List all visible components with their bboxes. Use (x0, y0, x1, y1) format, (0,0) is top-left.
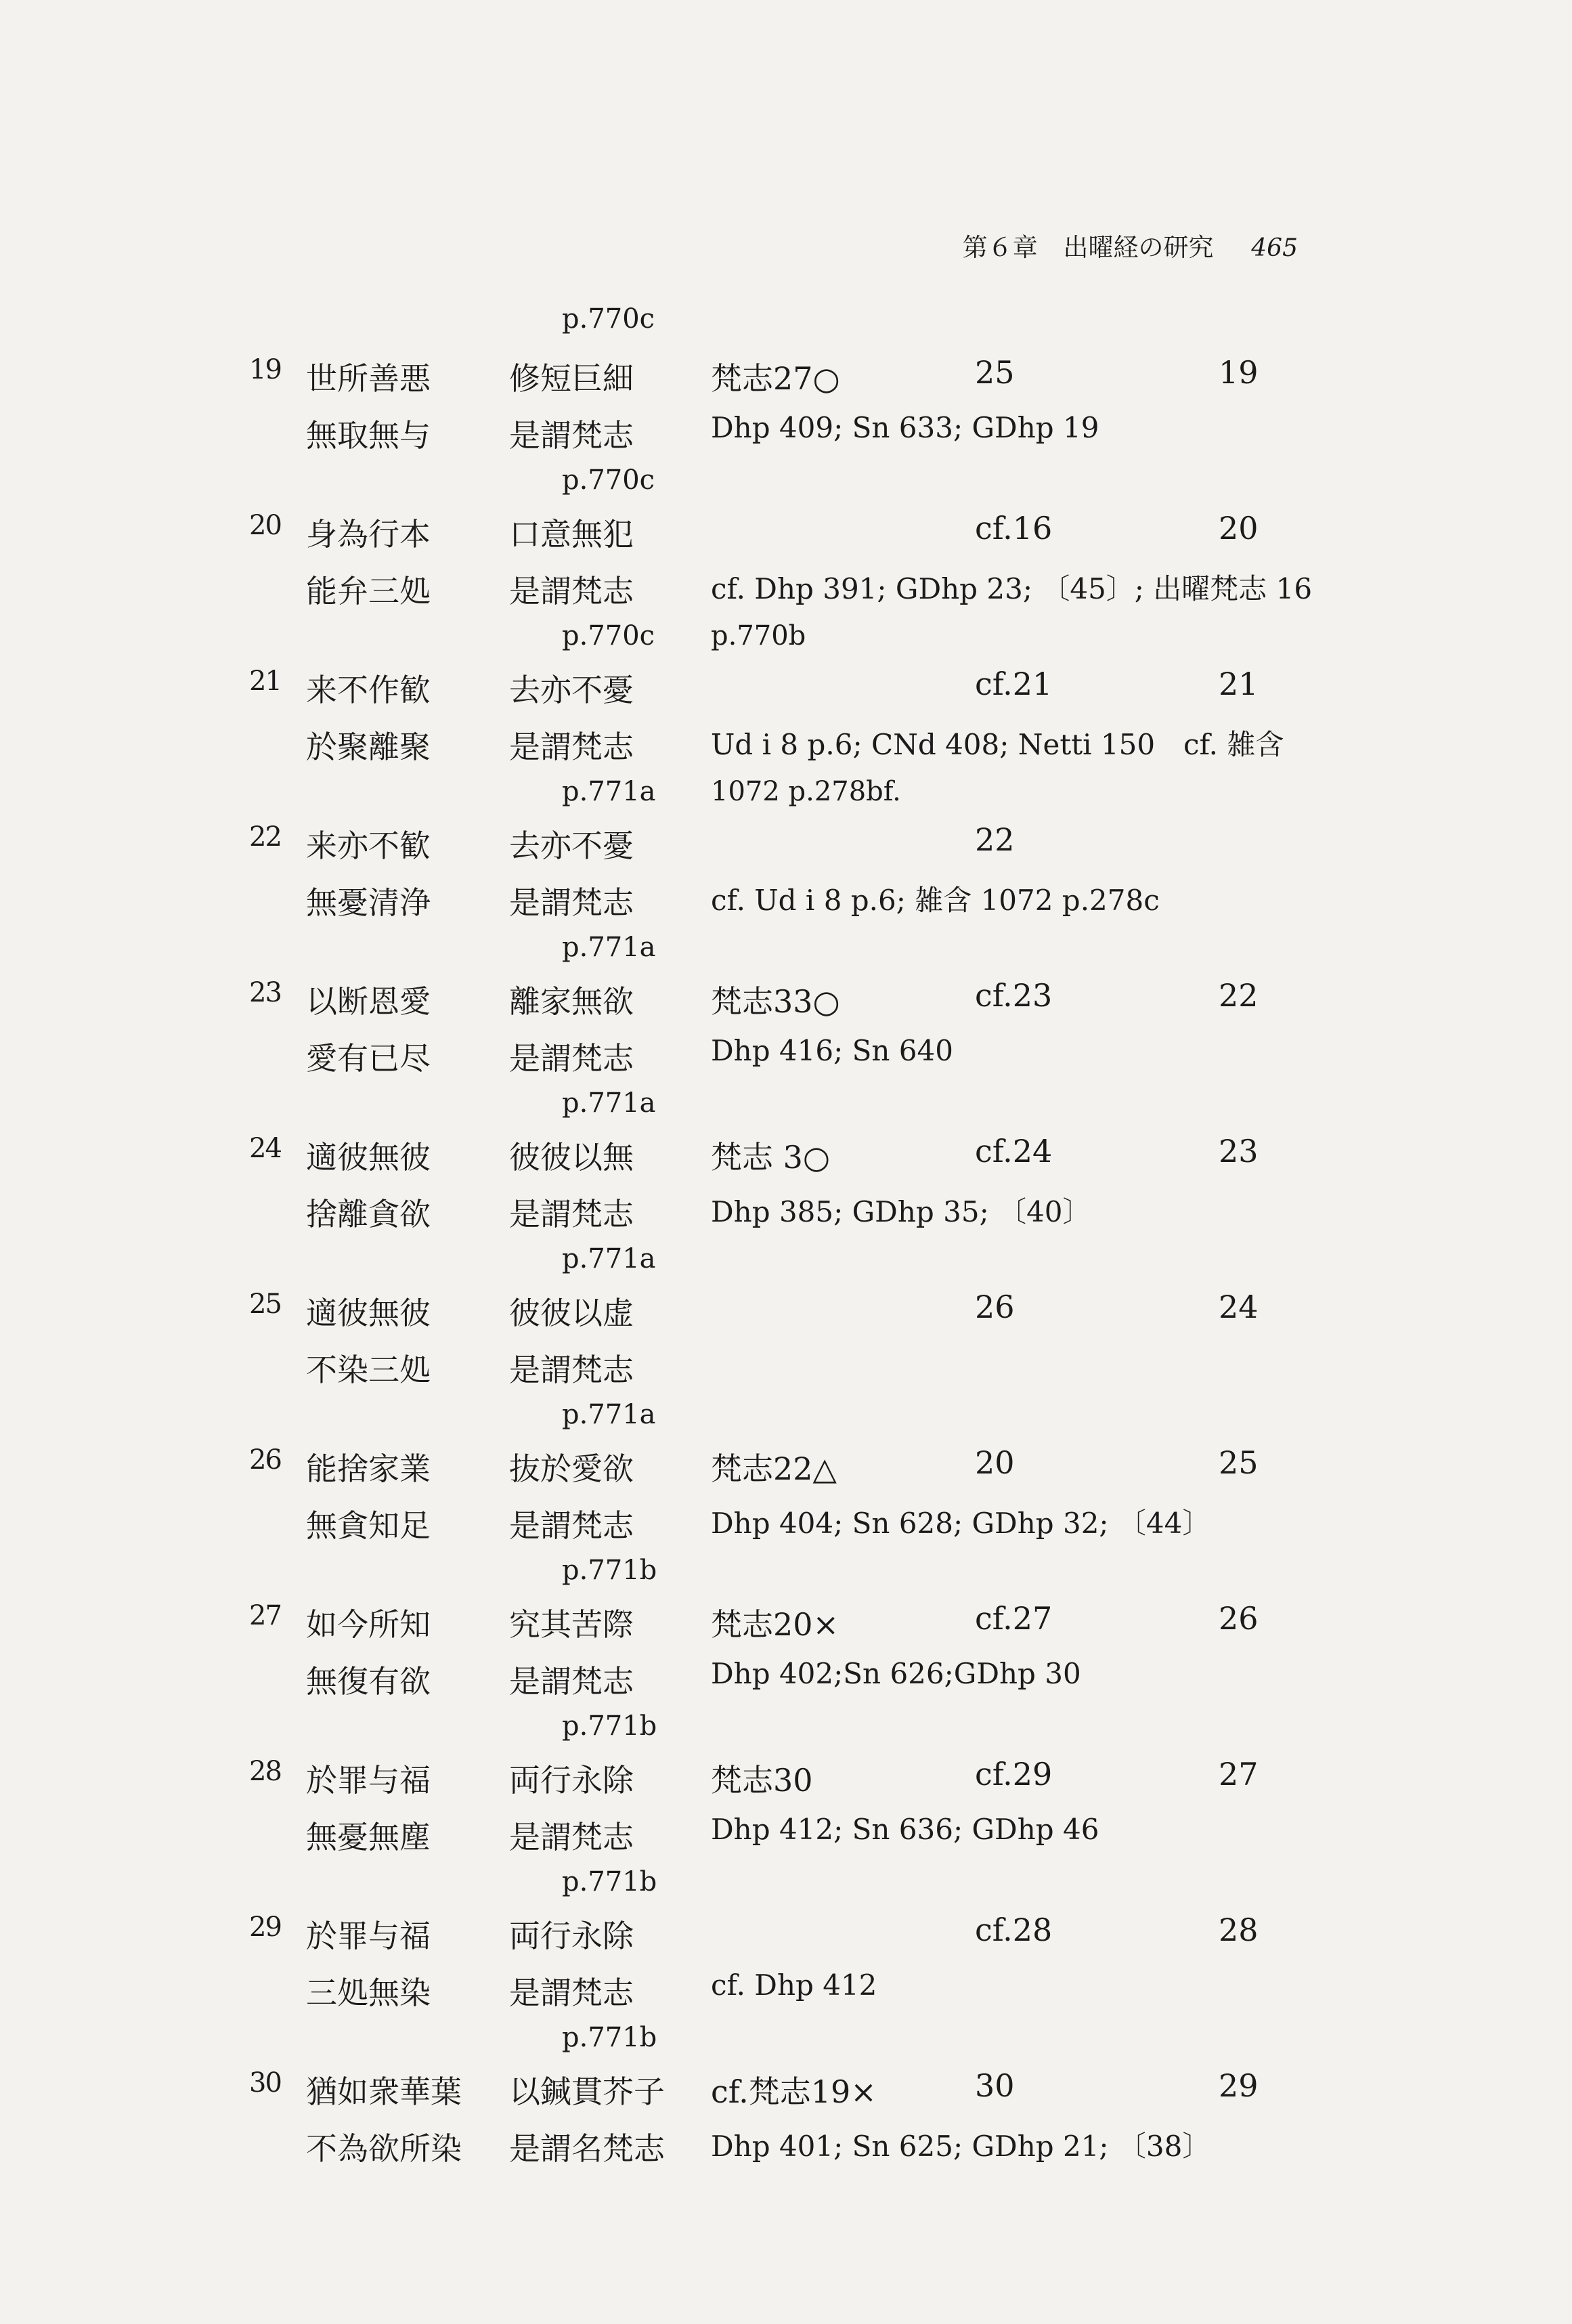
verse-phrase-4: 是謂梵志 (509, 1819, 634, 1855)
page-ref: p.771a (562, 776, 656, 807)
top-page-ref: p.770c (562, 303, 655, 335)
verse-entry (0, 510, 1572, 666)
parallel-ref: cf.梵志19× (711, 2073, 877, 2110)
parallel-number: cf.27 (975, 1600, 1053, 1637)
verse-phrase-2: 以鍼貫芥子 (509, 2073, 665, 2110)
verse-phrase-4: 是謂梵志 (509, 1507, 634, 1544)
pali-parallels: Dhp 412; Sn 636; GDhp 46 (711, 1813, 1099, 1846)
verse-phrase-3: 愛有已尽 (306, 1040, 431, 1077)
parallel-number: 30 (975, 2067, 1015, 2104)
parallel-index: 24 (1219, 1289, 1259, 1325)
parallel-number: cf.29 (975, 1756, 1053, 1792)
verse-entry (0, 1600, 1572, 1756)
verse-line-1 (0, 510, 1572, 553)
verse-line-2 (0, 1190, 1572, 1233)
parallel-ref: 梵志 3○ (711, 1139, 831, 1176)
verse-number: 26 (249, 1444, 281, 1476)
verse-phrase-2: 去亦不憂 (509, 672, 634, 708)
verse-phrase-1: 以断恩愛 (306, 983, 431, 1020)
verse-entry (0, 1133, 1572, 1289)
verse-line-1 (0, 1133, 1572, 1176)
parallel-index: 19 (1219, 354, 1259, 391)
parallel-index: 28 (1219, 1912, 1259, 1948)
parallel-index: 29 (1219, 2067, 1259, 2104)
verse-entry (0, 1756, 1572, 1912)
page-ref: p.770c (562, 465, 655, 496)
verse-entry (0, 666, 1572, 821)
page-ref: p.771a (562, 932, 656, 963)
parallel-index: 20 (1219, 510, 1259, 546)
verse-phrase-4: 是謂梵志 (509, 1040, 634, 1077)
verse-phrase-4: 是謂名梵志 (509, 2130, 665, 2167)
verse-line-2 (0, 1813, 1572, 1856)
parallel-index: 22 (1219, 977, 1259, 1014)
verse-line-1 (0, 1756, 1572, 1799)
page-ref: p.771b (562, 2022, 657, 2053)
pali-parallels: cf. Dhp 412 (711, 1968, 877, 2002)
verse-line-1 (0, 666, 1572, 709)
parallels-continuation: p.770b (711, 620, 806, 651)
parallel-index: 26 (1219, 1600, 1259, 1637)
verse-number: 30 (249, 2067, 281, 2099)
verse-phrase-1: 世所善悪 (306, 360, 431, 397)
verse-entry (0, 2067, 1572, 2223)
verse-phrase-3: 於聚離聚 (306, 729, 431, 765)
verse-phrase-3: 三処無染 (306, 1975, 431, 2011)
parallel-index: 23 (1219, 1133, 1259, 1169)
verse-line-1 (0, 1600, 1572, 1643)
verse-number: 29 (249, 1912, 281, 1943)
verse-phrase-4: 是謂梵志 (509, 417, 634, 454)
verse-phrase-3: 無憂無塵 (306, 1819, 431, 1855)
verse-entry (0, 977, 1572, 1133)
verse-line-1 (0, 1912, 1572, 1955)
verse-number: 25 (249, 1289, 281, 1320)
verse-entry (0, 821, 1572, 977)
parallels-continuation: 1072 p.278bf. (711, 776, 901, 807)
verse-phrase-1: 於罪与福 (306, 1762, 431, 1799)
verse-phrase-1: 来不作歓 (306, 672, 431, 708)
verse-number: 21 (249, 666, 281, 697)
chapter-number: 第６章 (962, 233, 1038, 262)
verse-phrase-2: 究其苦際 (509, 1606, 634, 1643)
parallel-index: 27 (1219, 1756, 1259, 1792)
verse-line-1 (0, 1444, 1572, 1488)
parallel-number: cf.23 (975, 977, 1053, 1014)
verse-phrase-1: 能捨家業 (306, 1450, 431, 1487)
verse-phrase-1: 身為行本 (306, 516, 431, 553)
verse-phrase-4: 是謂梵志 (509, 1975, 634, 2011)
parallel-ref: 梵志30 (711, 1762, 813, 1799)
verse-phrase-4: 是謂梵志 (509, 1196, 634, 1232)
pali-parallels: Dhp 416; Sn 640 (711, 1034, 953, 1067)
verse-phrase-4: 是謂梵志 (509, 1663, 634, 1700)
verse-number: 22 (249, 821, 281, 853)
verse-number: 27 (249, 1600, 281, 1631)
verse-phrase-4: 是謂梵志 (509, 884, 634, 921)
verse-phrase-1: 来亦不歓 (306, 827, 431, 864)
verse-phrase-2: 修短巨細 (509, 360, 634, 397)
page-ref: p.771a (562, 1399, 656, 1430)
verse-phrase-1: 於罪与福 (306, 1918, 431, 1954)
page-ref: p.771b (562, 1555, 657, 1586)
verse-line-2 (0, 723, 1572, 766)
parallel-ref: 梵志27○ (711, 360, 840, 397)
verse-phrase-1: 適彼無彼 (306, 1295, 431, 1331)
parallel-index: 21 (1219, 666, 1259, 702)
verse-line-2 (0, 411, 1572, 454)
running-header (963, 227, 1298, 263)
parallel-number: 20 (975, 1444, 1015, 1481)
verse-line-2 (0, 1657, 1572, 1700)
verse-line-2 (0, 1501, 1572, 1545)
verse-phrase-3: 能弁三処 (306, 573, 431, 609)
verse-phrase-4: 是謂梵志 (509, 573, 634, 609)
verse-phrase-4: 是謂梵志 (509, 729, 634, 765)
verse-number: 19 (249, 354, 281, 385)
verse-phrase-2: 両行永除 (509, 1762, 634, 1799)
pali-parallels: Dhp 404; Sn 628; GDhp 32; 〔44〕 (711, 1507, 1211, 1540)
pali-parallels: Dhp 401; Sn 625; GDhp 21; 〔38〕 (711, 2130, 1211, 2163)
parallel-number: 25 (975, 354, 1015, 391)
page-ref: p.771a (562, 1243, 656, 1274)
pali-parallels: Ud i 8 p.6; CNd 408; Netti 150 cf. 雑含 (711, 728, 1284, 761)
verse-line-2 (0, 2124, 1572, 2168)
page-ref: p.771a (562, 1088, 656, 1119)
verse-number: 24 (249, 1133, 281, 1164)
verse-phrase-4: 是謂梵志 (509, 1352, 634, 1388)
verse-entry (0, 354, 1572, 510)
verse-phrase-2: 離家無欲 (509, 983, 634, 1020)
verse-phrase-3: 無復有欲 (306, 1663, 431, 1700)
pali-parallels: cf. Ud i 8 p.6; 雑含 1072 p.278c (711, 884, 1160, 917)
verse-phrase-1: 猶如衆華葉 (306, 2073, 462, 2110)
verse-phrase-3: 無貪知足 (306, 1507, 431, 1544)
verse-line-1 (0, 1289, 1572, 1332)
verse-line-2 (0, 567, 1572, 610)
verse-line-1 (0, 821, 1572, 865)
parallel-number: cf.24 (975, 1133, 1053, 1169)
page-ref: p.771b (562, 1710, 657, 1742)
verse-phrase-3: 無憂清浄 (306, 884, 431, 921)
verse-line-2 (0, 1968, 1572, 2012)
verse-line-1 (0, 354, 1572, 397)
parallel-number: 22 (975, 821, 1015, 858)
verse-phrase-3: 無取無与 (306, 417, 431, 454)
pali-parallels: Dhp 409; Sn 633; GDhp 19 (711, 411, 1099, 444)
verse-phrase-1: 如今所知 (306, 1606, 431, 1643)
verse-phrase-2: 彼彼以無 (509, 1139, 634, 1176)
verse-phrase-2: 抜於愛欲 (509, 1450, 634, 1487)
verse-line-1 (0, 2067, 1572, 2111)
verse-line-2 (0, 1034, 1572, 1077)
parallel-ref: 梵志33○ (711, 983, 840, 1020)
page-ref: p.771b (562, 1866, 657, 1897)
page-number: 465 (1251, 234, 1298, 262)
pali-parallels: Dhp 402;Sn 626;GDhp 30 (711, 1657, 1081, 1690)
parallel-number: cf.21 (975, 666, 1053, 702)
verse-number: 23 (249, 977, 281, 1008)
verse-phrase-3: 不染三処 (306, 1352, 431, 1388)
chapter-title: 出曜経の研究 (1063, 233, 1214, 262)
verse-number: 28 (249, 1756, 281, 1787)
pali-parallels: cf. Dhp 391; GDhp 23; 〔45〕; 出曜梵志 16 (711, 572, 1313, 605)
pali-parallels: Dhp 385; GDhp 35; 〔40〕 (711, 1195, 1091, 1228)
verse-entry (0, 1912, 1572, 2067)
verse-number: 20 (249, 510, 281, 541)
verse-phrase-2: 彼彼以虚 (509, 1295, 634, 1331)
parallel-number: cf.28 (975, 1912, 1053, 1948)
verse-phrase-2: 去亦不憂 (509, 827, 634, 864)
parallel-index: 25 (1219, 1444, 1259, 1481)
verse-line-1 (0, 977, 1572, 1020)
parallel-number: cf.16 (975, 510, 1053, 546)
verse-phrase-1: 適彼無彼 (306, 1139, 431, 1176)
page-ref: p.770c (562, 620, 655, 651)
verse-phrase-3: 捨離貪欲 (306, 1196, 431, 1232)
parallel-number: 26 (975, 1289, 1015, 1325)
verse-phrase-2: 両行永除 (509, 1918, 634, 1954)
verse-phrase-3: 不為欲所染 (306, 2130, 462, 2167)
parallel-ref: 梵志20× (711, 1606, 839, 1643)
verse-line-2 (0, 878, 1572, 922)
parallel-ref: 梵志22△ (711, 1450, 837, 1487)
verse-entry (0, 1444, 1572, 1600)
verse-line-2 (0, 1346, 1572, 1389)
verse-entry (0, 1289, 1572, 1444)
verse-phrase-2: 口意無犯 (509, 516, 634, 553)
